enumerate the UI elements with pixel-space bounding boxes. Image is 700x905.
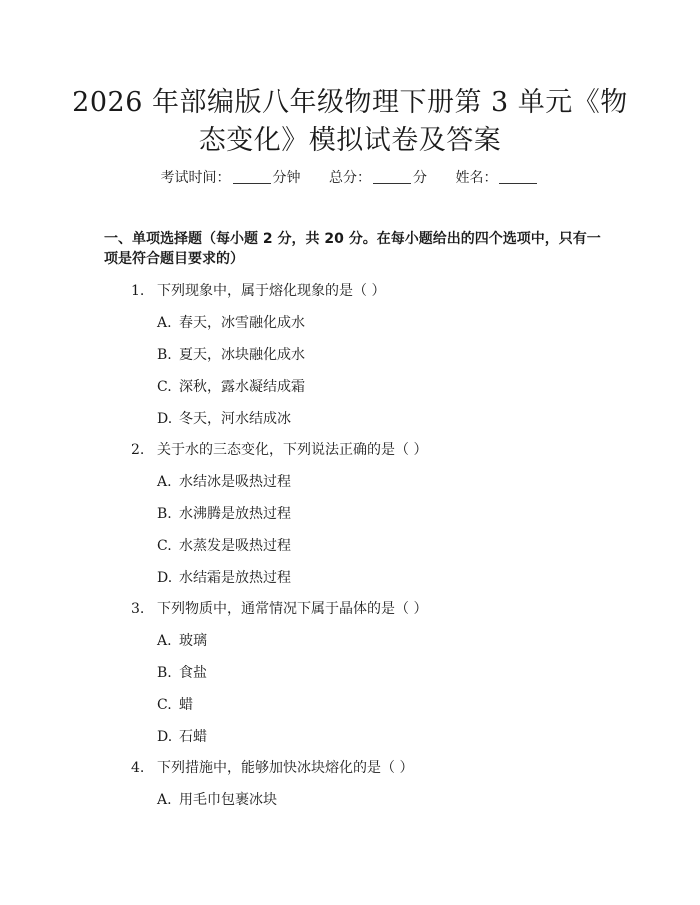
exam-time-label: 考试时间： (160, 170, 231, 186)
option-text: 夏天，冰块融化成水 (179, 347, 305, 363)
question-number: 2. (131, 442, 145, 458)
page-title (60, 84, 640, 160)
question-number: 3. (131, 601, 145, 617)
question-number: 4. (131, 760, 145, 776)
total-score-blank (373, 169, 411, 184)
student-name (455, 168, 539, 188)
option-letter: D. (157, 411, 173, 427)
total-score-label: 总分： (329, 170, 371, 186)
option-text: 食盐 (179, 665, 207, 681)
option-3d (157, 727, 207, 747)
option-letter: B. (157, 347, 172, 363)
option-letter: B. (157, 665, 172, 681)
title-line-1: 2026 年部编版八年级物理下册第 3 单元《物 (72, 87, 628, 118)
total-score-unit: 分 (413, 170, 427, 186)
option-text: 冬天，河水结成冰 (179, 411, 291, 427)
option-letter: D. (157, 570, 173, 586)
option-letter: A. (157, 792, 172, 808)
option-letter: D. (157, 729, 173, 745)
option-letter: A. (157, 633, 172, 649)
option-text: 水蒸发是吸热过程 (179, 538, 291, 554)
option-3c (157, 695, 193, 715)
option-text: 石蜡 (179, 729, 207, 745)
option-2c (157, 536, 291, 556)
option-4a (157, 790, 277, 810)
option-3a (157, 631, 207, 651)
option-text: 春天，冰雪融化成水 (179, 315, 305, 331)
question-text: 下列措施中，能够加快冰块熔化的是（ ） (157, 760, 414, 776)
exam-info (0, 168, 700, 188)
question-text: 关于水的三态变化，下列说法正确的是（ ） (157, 442, 428, 458)
student-name-label: 姓名： (455, 170, 498, 186)
option-3b (157, 663, 207, 683)
option-2a (157, 472, 291, 492)
question-text: 下列物质中，通常情况下属于晶体的是（ ） (157, 601, 428, 617)
question-4 (131, 758, 413, 778)
option-text: 玻璃 (179, 633, 207, 649)
question-1 (131, 281, 385, 301)
option-text: 深秋，露水凝结成霜 (179, 379, 305, 395)
option-text: 水结冰是吸热过程 (179, 474, 291, 490)
question-number: 1. (131, 283, 145, 299)
option-letter: A. (157, 315, 172, 331)
option-text: 水结霜是放热过程 (179, 570, 291, 586)
option-1d (157, 409, 291, 429)
option-letter: A. (157, 474, 172, 490)
option-1b (157, 345, 305, 365)
option-2d (157, 568, 291, 588)
question-2 (131, 440, 427, 460)
option-text: 用毛巾包裹冰块 (179, 792, 277, 808)
exam-time-unit: 分钟 (272, 170, 301, 186)
student-name-blank (499, 169, 537, 184)
option-text: 水沸腾是放热过程 (179, 506, 291, 522)
exam-time (161, 168, 301, 188)
option-1c (157, 377, 305, 397)
option-letter: C. (157, 697, 172, 713)
option-letter: B. (157, 506, 172, 522)
title-line-2: 态变化》模拟试卷及答案 (198, 125, 502, 156)
option-2b (157, 504, 291, 524)
exam-time-blank (233, 169, 271, 184)
option-letter: C. (157, 538, 172, 554)
option-text: 蜡 (179, 697, 193, 713)
option-1a (157, 313, 305, 333)
question-text: 下列现象中，属于熔化现象的是（ ） (157, 283, 386, 299)
option-letter: C. (157, 379, 172, 395)
section-header: 一、单项选择题（每小题 2 分，共 20 分。在每小题给出的四个选项中，只有一项是符合题目要求的） (104, 231, 601, 267)
question-3 (131, 599, 427, 619)
total-score (329, 168, 427, 188)
